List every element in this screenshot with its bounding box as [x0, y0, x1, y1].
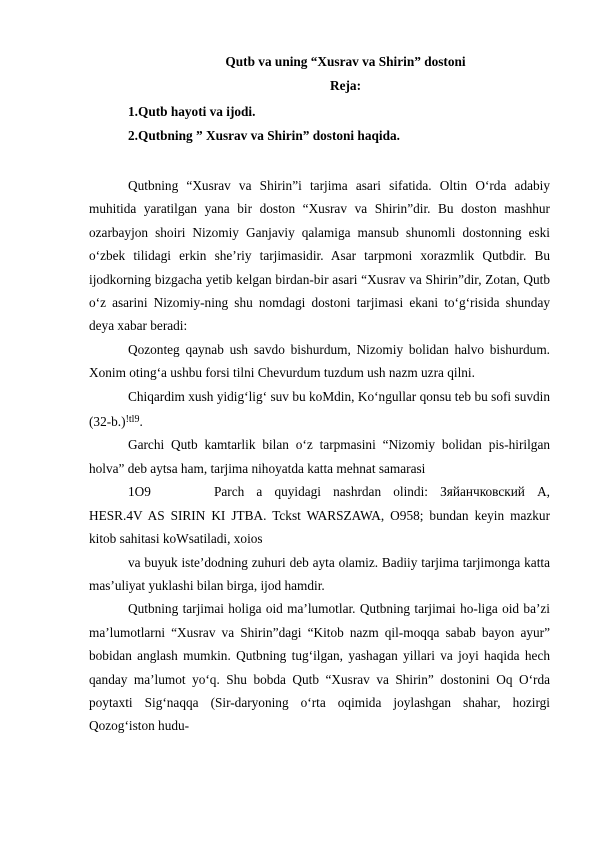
footnote-text: Parch a quyidagi nashrdan olindi: Зяйанчковский А, HESR.4V AS SIRIN KI JTBA. Tckst WARSZAWA, O958; bundan keyin mazkur kitob sahitasi koWsatiladi, xoios	[89, 484, 550, 547]
paragraph-3-text: Chiqardim xush yidig‘lig‘ suv bu koMdin, Ko‘ngullar qonsu teb bu sofi suvdin (32-b.)	[89, 388, 550, 430]
plan-item-1: 1.Qutb hayoti va ijodi.	[128, 104, 256, 119]
footnote	[89, 480, 550, 550]
paragraph-2: Qozonteg qaynab ush savdo bishurdum, Nizomiy bolidan halvo bishurdum. Xonim oting‘a ushbu forsi tilni Chevurdum tuzdum ush nazm uzra qilni.	[89, 341, 550, 381]
document-title: Qutb va uning “Xusrav va Shirin” dostoni	[225, 54, 466, 69]
paragraph-6: Qutbning tarjimai holiga oid ma’lumotlar. Qutbning tarjimai ho-liga oid ba’zi ma’lumotlarni “Xusrav va Shirin”dagi “Kitob nazm qil-moqqa sabab bayon ayur” bobidan anglash mumkin. Qutbning tug‘ilgan, yashagan yillari va joyi haqida hech qanday ma’lumot yo‘q. Shu bobda Qutb “Xusrav va Shirin” dostonini Oq O‘rda poytaxti Sig‘naqqa (Sir-daryoning o‘rta oqimida joylashgan shahar, hozirgi Qozog‘iston hudu-	[89, 601, 550, 734]
plan-item-2: 2.Qutbning ” Xusrav va Shirin” dostoni haqida.	[128, 128, 400, 143]
paragraph-4: Garchi Qutb kamtarlik bilan o‘z tarpmasini “Nizomiy bolidan pis-hirilgan holva” deb aytsa ham, tarjima nihoyatda katta mehnat samarasi	[89, 437, 550, 476]
paragraph-1: Qutbning “Xusrav va Shirin”i tarjima asari sifatida. Oltin O‘rda adabiy muhitida yaratilgan yana bir doston “Xusrav va Shirin”dir. Bu doston mashhur ozarbayjon shoiri Nizomiy Ganjaviy qalamiga mansub shunomli dostonning eski o‘zbek tilidagi erkin she’riy tarjimasidir. Asar tarpmoni xorazmlik Qutbdir. Bu ijodkorning bizgacha yetib kelgan birdan-bir asari “Xusrav va Shirin”dir, Zotan, Qutb o‘z asarini Nizomiy-ning shu nomdagi dostoni tarjimasi ekani to‘g‘risida shunday deya xabar beradi:	[89, 178, 550, 334]
plan-heading: Reja:	[329, 78, 361, 93]
paragraph-3: Chiqardim xush yidig‘lig‘ suv bu koMdin, Ko‘ngullar qonsu teb bu sofi suvdin $(32-b.)^{!tl9}$.	[89, 388, 550, 430]
document-body	[89, 174, 550, 738]
paragraph-5: va buyuk iste’dodning zuhuri deb ayta olamiz. Badiiy tarjima tarjimonga katta mas’uliyat yuklashi bilan birga, ijod hamdir.	[89, 554, 550, 593]
footnote-mark: !tl9	[125, 414, 140, 426]
footnote-number: 1O9	[128, 484, 151, 500]
